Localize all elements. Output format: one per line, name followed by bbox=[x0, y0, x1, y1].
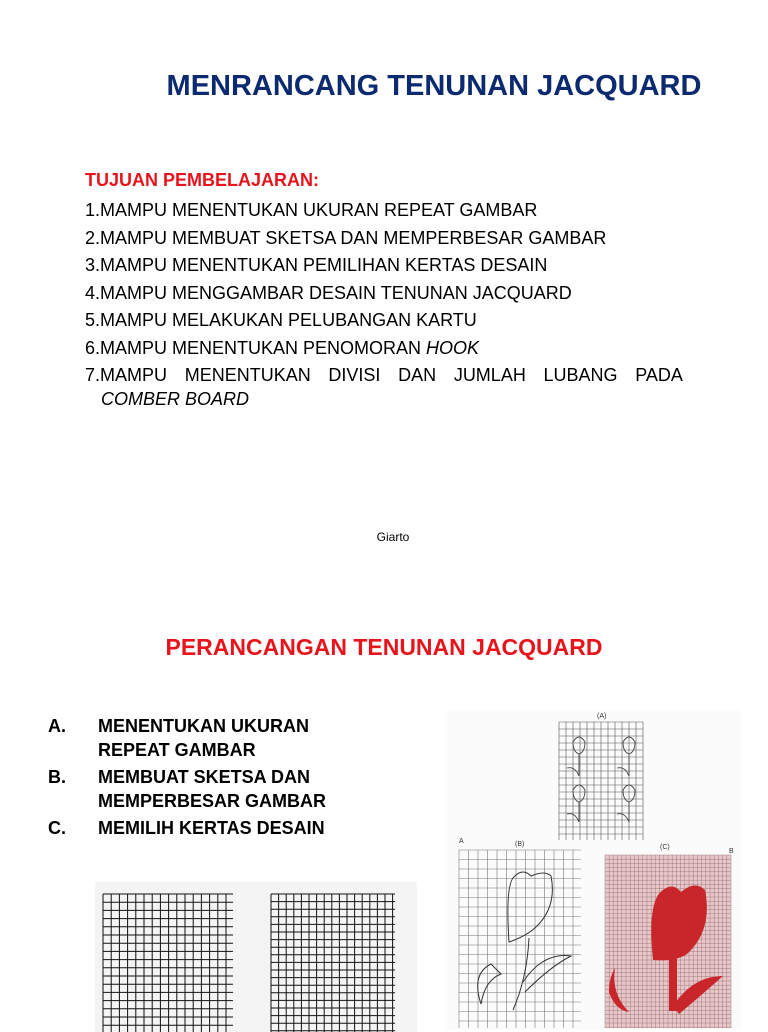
objective-item: 4.MAMPU MENGGAMBAR DESAIN TENUNAN JACQUARD bbox=[85, 282, 572, 303]
slide-2 bbox=[0, 580, 768, 1024]
figure-label-c: (C) bbox=[660, 844, 670, 851]
step-text: MEMPERBESAR GAMBAR bbox=[98, 790, 327, 811]
figure-label-a: (A) bbox=[597, 713, 607, 720]
objective-6-text: 6.MAMPU MENENTUKAN PENOMORAN bbox=[85, 337, 427, 358]
objective-item: 3.MAMPU MENENTUKAN PEMILIHAN KERTAS DESAIN bbox=[85, 255, 548, 275]
step-item bbox=[48, 817, 326, 841]
step-text: MEMBUAT SKETSA DAN bbox=[98, 767, 310, 787]
figure-label-b: (B) bbox=[515, 841, 525, 848]
objective-7-word: 7.MAMPU bbox=[85, 365, 168, 385]
step-item bbox=[48, 715, 326, 762]
slide-title: MENRANCANG TENUNAN JACQUARD bbox=[166, 70, 702, 102]
corner-label-b: B bbox=[729, 848, 734, 855]
objective-6-italic: HOOK bbox=[426, 337, 480, 358]
objective-7-word: PADA bbox=[635, 365, 683, 385]
corner-label-a: A bbox=[459, 838, 464, 845]
objectives-list bbox=[85, 197, 685, 408]
objective-7-continuation bbox=[85, 390, 685, 408]
step-label: B. bbox=[48, 767, 66, 787]
step-text: REPEAT GAMBAR bbox=[98, 739, 256, 760]
objective-item: 1.MAMPU MENENTUKAN UKURAN REPEAT GAMBAR bbox=[85, 200, 538, 220]
objective-7-word: JUMLAH bbox=[453, 365, 526, 385]
step-label: A. bbox=[48, 716, 66, 736]
objective-7-word: DIVISI bbox=[328, 365, 381, 385]
author: Giarto bbox=[376, 530, 410, 544]
step-item bbox=[48, 766, 326, 813]
slide-title: PERANCANGAN TENUNAN JACQUARD bbox=[165, 634, 603, 660]
step-text: MENENTUKAN UKURAN bbox=[98, 716, 309, 736]
tulip-design-image bbox=[447, 710, 741, 1030]
objective-7-italic: COMBER BOARD bbox=[101, 388, 250, 409]
design-figure bbox=[447, 710, 741, 1030]
step-text: MEMILIH KERTAS DESAIN bbox=[98, 818, 325, 838]
step-label: C. bbox=[48, 818, 66, 838]
objective-item-7 bbox=[85, 362, 683, 390]
objectives-heading: TUJUAN PEMBELAJARAN: bbox=[85, 170, 320, 190]
objective-7-word: DAN bbox=[398, 365, 437, 385]
objective-item: 2.MAMPU MEMBUAT SKETSA DAN MEMPERBESAR GAMBAR bbox=[85, 227, 607, 248]
objective-item-6 bbox=[85, 335, 685, 363]
objective-item: 5.MAMPU MELAKUKAN PELUBANGAN KARTU bbox=[85, 310, 477, 330]
objective-7-word: LUBANG bbox=[543, 365, 618, 385]
steps-list bbox=[48, 715, 326, 841]
graph-paper-figure bbox=[95, 882, 417, 1032]
graph-paper-image bbox=[95, 882, 417, 1032]
objective-7-word: MENENTUKAN bbox=[184, 365, 311, 385]
